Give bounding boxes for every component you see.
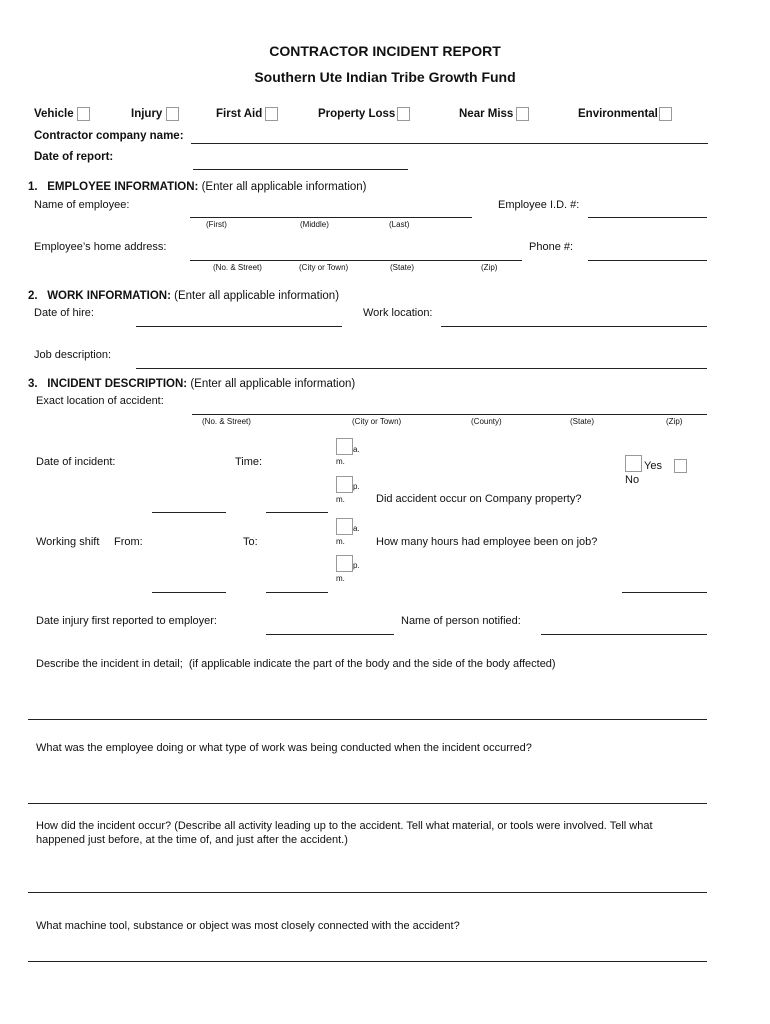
- home-address-label: Employee’s home address:: [34, 241, 167, 253]
- form-subtitle: Southern Ute Indian Tribe Growth Fund: [254, 69, 516, 85]
- location-zip-caption: (Zip): [666, 417, 683, 426]
- section3-heading: [28, 378, 355, 390]
- environmental-label: Environmental: [578, 108, 658, 120]
- company-property-no-checkbox[interactable]: [674, 459, 687, 473]
- section2-number: 2.: [28, 290, 38, 302]
- home-address-field[interactable]: [190, 260, 522, 261]
- shift-am-checkbox[interactable]: [336, 518, 353, 535]
- location-street-caption: (No. & Street): [202, 417, 251, 426]
- vehicle-label: Vehicle: [34, 108, 74, 120]
- shift-pm-p: p.: [353, 561, 360, 570]
- vehicle-checkbox[interactable]: [77, 107, 90, 121]
- date-of-report-label: Date of report:: [34, 151, 114, 163]
- date-of-hire-label: Date of hire:: [34, 307, 94, 319]
- address-city-caption: (City or Town): [299, 263, 349, 272]
- location-state-caption: (State): [570, 417, 595, 426]
- time-pm-p: p.: [353, 482, 360, 491]
- location-county-caption: (County): [471, 417, 502, 426]
- describe-incident-text: Describe the incident in detail;: [36, 658, 183, 670]
- company-property-yes-checkbox[interactable]: [625, 455, 642, 472]
- shift-am-m: m.: [336, 537, 345, 546]
- environmental-checkbox[interactable]: [659, 107, 672, 121]
- time-am-checkbox[interactable]: [336, 438, 353, 455]
- property-loss-label: Property Loss: [318, 108, 396, 120]
- time-label: Time:: [235, 456, 263, 468]
- shift-from-label: From:: [114, 536, 143, 548]
- section1-heading: [28, 181, 367, 193]
- section1-number: 1.: [28, 181, 38, 193]
- address-zip-caption: (Zip): [481, 263, 498, 272]
- how-incident-question: How did the incident occur? (Describe all activity leading up to the accident. Tell what material, or tools were involved. Tell what happened just before, at the time of, and just after the accident.): [36, 820, 653, 846]
- employee-name-label: Name of employee:: [34, 199, 130, 211]
- contractor-company-field[interactable]: [191, 143, 708, 144]
- section2-title: WORK INFORMATION:: [47, 290, 171, 302]
- name-last-caption: (Last): [389, 220, 410, 229]
- employee-id-field[interactable]: [588, 217, 707, 218]
- employee-doing-field[interactable]: [28, 803, 707, 804]
- accident-location-field[interactable]: [192, 414, 707, 415]
- work-location-label: Work location:: [363, 307, 433, 319]
- describe-incident-note: (if applicable indicate the part of the body and the side of the body affected): [188, 658, 556, 670]
- how-incident-field[interactable]: [28, 892, 707, 893]
- section2-heading: [28, 290, 339, 302]
- date-reported-label: Date injury first reported to employer:: [36, 615, 217, 627]
- hours-on-job-field[interactable]: [622, 592, 707, 593]
- time-am-a: a.: [353, 445, 360, 454]
- job-description-label: Job description:: [34, 349, 112, 361]
- first-aid-label: First Aid: [216, 108, 263, 120]
- shift-from-field[interactable]: [152, 592, 226, 593]
- shift-to-label: To:: [243, 536, 258, 548]
- injury-checkbox[interactable]: [166, 107, 179, 121]
- employee-name-field[interactable]: [190, 217, 472, 218]
- date-of-incident-field[interactable]: [152, 512, 226, 513]
- section3-note: (Enter all applicable information): [190, 378, 356, 390]
- time-pm-checkbox[interactable]: [336, 476, 353, 493]
- name-first-caption: (First): [206, 220, 227, 229]
- company-property-question: Did accident occur on Company property?: [376, 493, 582, 505]
- address-street-caption: (No. & Street): [213, 263, 262, 272]
- contractor-company-label: Contractor company name:: [34, 130, 184, 142]
- describe-incident-label: [36, 658, 556, 670]
- shift-pm-checkbox[interactable]: [336, 555, 353, 572]
- time-pm-m: m.: [336, 495, 345, 504]
- phone-label: Phone #:: [529, 241, 574, 253]
- job-description-field[interactable]: [136, 368, 707, 369]
- time-am-m: m.: [336, 457, 345, 466]
- no-label: No: [625, 474, 640, 486]
- first-aid-checkbox[interactable]: [265, 107, 278, 121]
- section3-title: INCIDENT DESCRIPTION:: [47, 378, 188, 390]
- shift-pm-m: m.: [336, 574, 345, 583]
- employee-doing-question: What was the employee doing or what type of work was being conducted when the incident occurred?: [36, 742, 532, 754]
- machine-question: What machine tool, substance or object was most closely connected with the accident?: [36, 920, 460, 932]
- form-title: CONTRACTOR INCIDENT REPORT: [269, 43, 501, 59]
- section1-note: (Enter all applicable information): [201, 181, 367, 193]
- section1-title: EMPLOYEE INFORMATION:: [47, 181, 199, 193]
- date-of-hire-field[interactable]: [136, 326, 342, 327]
- location-city-caption: (City or Town): [352, 417, 402, 426]
- injury-label: Injury: [131, 108, 163, 120]
- time-field[interactable]: [266, 512, 328, 513]
- accident-location-label: Exact location of accident:: [36, 395, 164, 407]
- near-miss-checkbox[interactable]: [516, 107, 529, 121]
- address-state-caption: (State): [390, 263, 415, 272]
- date-reported-field[interactable]: [266, 634, 394, 635]
- hours-on-job-question: How many hours had employee been on job?: [376, 536, 598, 548]
- yes-label: Yes: [644, 460, 662, 472]
- working-shift-label: Working shift: [36, 536, 100, 548]
- person-notified-label: Name of person notified:: [401, 615, 521, 627]
- shift-to-field[interactable]: [266, 592, 328, 593]
- name-middle-caption: (Middle): [300, 220, 329, 229]
- person-notified-field[interactable]: [541, 634, 707, 635]
- machine-field[interactable]: [28, 961, 707, 962]
- section3-number: 3.: [28, 378, 38, 390]
- date-of-report-field[interactable]: [193, 169, 408, 170]
- describe-incident-field[interactable]: [28, 719, 707, 720]
- phone-field[interactable]: [588, 260, 707, 261]
- employee-id-label: Employee I.D. #:: [498, 199, 580, 211]
- property-loss-checkbox[interactable]: [397, 107, 410, 121]
- section2-note: (Enter all applicable information): [174, 290, 340, 302]
- work-location-field[interactable]: [441, 326, 707, 327]
- shift-am-a: a.: [353, 524, 360, 533]
- date-of-incident-label: Date of incident:: [36, 456, 116, 468]
- near-miss-label: Near Miss: [459, 108, 514, 120]
